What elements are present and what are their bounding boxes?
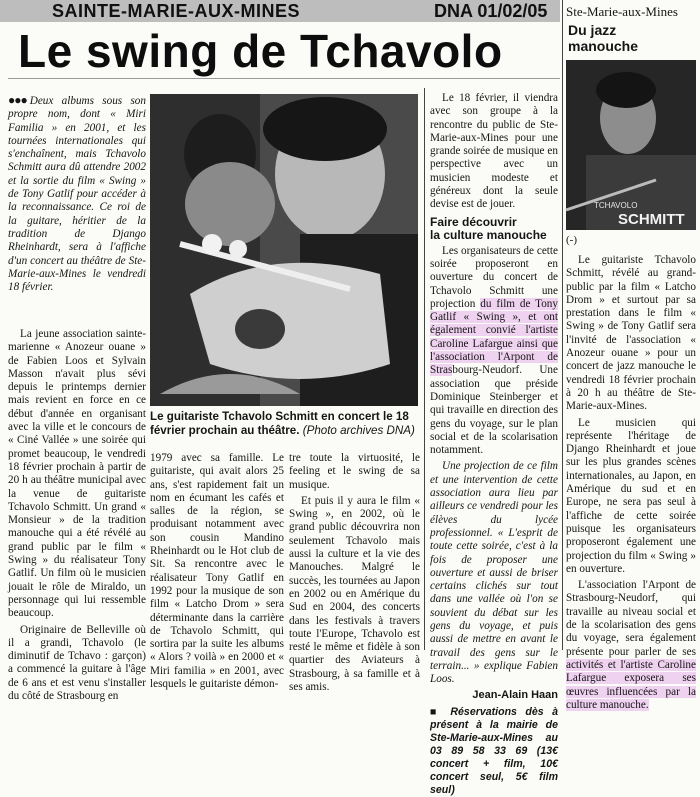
subhead-line-1: Faire découvrir <box>430 214 517 229</box>
column-divider-right <box>562 0 563 650</box>
reservation-text: Réservations dès à présent à la mairie de Ste-Marie-aux-Mines au 03 89 58 33 69 (13€ concert + film, 10€ concert seul, 5€ film seul) <box>430 705 558 796</box>
headline-rule <box>8 78 560 79</box>
pointer-icon: ■ <box>430 705 451 718</box>
column-3 <box>289 452 420 694</box>
highlighted-text-1: du film de Tony Gatlif « Swing », et ont également convié l'artiste Caroline Lafargue ainsi que l'association l'Arpont de Stras <box>430 297 558 377</box>
lede-text: Deux albums sous son propre nom, dont « Miri Familia » en 2001, et les tournées internationales qui s'enchaînent, mais Tchavolo Schmitt aura dû attendre 2002 et la sortie du film « Swing » de Tony Gatlif pour accéder à la reconnaissance. Ce roi de la guitare, héritier de la tradition de Django Rheinhardt, sera à l'affiche d'un concert au théâtre de Ste-Marie-aux-Mines le vendredi 18 février. <box>8 95 146 294</box>
reservation-info <box>430 706 558 797</box>
sidebar-text <box>566 254 696 711</box>
guitarist-photo-image <box>150 94 418 406</box>
side-location: Ste-Marie-aux-Mines <box>566 4 678 19</box>
sidebar-paragraph-1: Le guitariste Tchavolo Schmitt, révélé au grand-public par la film « Latcho Drom » et surtout par sa prestation dans le film « Swing » de Tony Gatlif sera l'invité de l'association « Anozeur ouane » pour un concert de jazz manouche le vendredi 18 février prochain à 20 h au théâtre de Ste-Marie-aux-Mines. <box>566 254 696 413</box>
sidebar-paragraph-3a: L'association l'Arpont de Strasbourg-Neudorf, qui travaille au niveau social et de la scolarisation des gens du voyage, sera également présente pour parler de ses <box>566 579 696 658</box>
subhead-line-2: la culture manouche <box>430 227 547 242</box>
sidebar-title-line-1: Du jazz <box>568 22 617 38</box>
sidebar-title-line-2: manouche <box>568 38 639 54</box>
col3-paragraph-1: tre toute la virtuosité, le feeling et le swing de sa musique. <box>289 452 420 491</box>
col1-paragraph-2: Originaire de Belleville où il a grandi, Tchavolo (le diminutif de Tchavo : garçon) a commencé la guitare à l'âge de 6 ans et est venu s'installer du côté de Strasbourg en <box>8 623 146 703</box>
photo-caption-text: Le guitariste Tchavolo Schmitt en concert le 18 février prochain au théâtre. <box>150 410 409 437</box>
col4-paragraph-1: Le 18 février, il viendra avec son groupe à la rencontre du public de Ste-Marie-aux-Mines pour une grande soirée de musique en perspective avec un musicien modeste et généreux dont la seule devise est de jouer. <box>430 92 558 211</box>
subhead <box>430 216 558 242</box>
col3-paragraph-2: Et puis il y aura le film « Swing », en 2002, où le grand public découvrira non seulement Tchavolo mais aussi la culture et la vie des Manouches. Malgré le succès, les tournées au Japon en 2002 ou en Amérique du Sud en 2004, des concerts dans les festivals à travers toute l'Europe, Tchavolo est resté le même et fidèle à son quartier des Aviateurs à Strasbourg, à sa famille et à ses amis. <box>289 494 420 694</box>
header-paper-date: DNA 01/02/05 <box>434 1 548 21</box>
col1-paragraph-1: La jeune association sainte-marienne « Anozeur ouane » de Fabien Loos et Sylvain Masson n'avait plus sévi depuis le printemps dernier mais revient en force en ce début d'année en organisant avec la ville et le concours de « Ciné Vallée » une soirée qui promet beaucoup, le vendredi 18 février prochain à partir de 20 h au théâtre municipal avec la venue de guitariste Tchavolo Schmitt. Un grand « Monsieur » de la tradition manouche qui a été révélé au grand public par le film « Swing » du réalisateur Tony Gatlif. Un film où le musicien jouait le rôle de Miraldo, un personnage qui lui ressemble beaucoup. <box>8 328 146 620</box>
lede <box>8 94 146 316</box>
column-1 <box>8 328 146 703</box>
bullet-icon: ●●● <box>8 93 27 107</box>
col4-paragraph-3: Une projection de ce film et une intervention de cette association aura lieu par ailleurs ce vendredi pour les élèves du lycée professionnel. « L'esprit de toute cette soirée, c'est à la fois de proposer une ouverture et aussi de briser certains clichés sur tout dans une vallée où l'on se souvient du débat sur les gens du voyage, et puis aussi de mettre en avant le travail des gens sur le terrain... » explique Fabien Loos. <box>430 460 558 686</box>
main-photo <box>150 94 418 406</box>
sidebar-paragraph-2: Le musicien qui représente l'héritage de Django Rheinhardt et joue sur les plus grandes scènes internationales, au Japon, en Amérique du sud et en Europe, ne sera pas seul à l'affiche de cette soirée puisque les organisateurs proposeront également une projection du film « Swing » en ouverture. <box>566 416 696 575</box>
photo-caption <box>150 410 420 438</box>
col4-paragraph-2b: bourg-Neudorf. Une association que préside Dominique Steinberger et qui travaille en direction des gens du voyage, sur le plan social et de la scolarisation notamment. <box>430 364 558 457</box>
col4-paragraph-2a: Les organisateurs de cette soirée proposeront en ouverture du concert de Tchavolo Schmitt une projection <box>430 244 558 310</box>
album-text-tchavolo: TCHAVOLO <box>594 201 638 210</box>
column-divider-mid <box>424 88 425 650</box>
highlighted-text-2: activités et l'artiste Caroline Lafargue exposera ses œuvres influencées par la culture manouche. <box>566 658 696 711</box>
author-signature: Jean-Alain Haan <box>472 689 558 702</box>
headline: Le swing de Tchavolo <box>18 25 503 77</box>
sidebar-title <box>568 22 638 54</box>
column-2 <box>150 452 284 691</box>
album-text-schmitt: SCHMITT <box>618 211 685 228</box>
album-caption: (-) <box>566 234 577 246</box>
photo-credit: (Photo archives DNA) <box>302 424 415 437</box>
album-cover-photo <box>566 60 696 230</box>
column-4 <box>430 92 558 796</box>
col2-paragraph: 1979 avec sa famille. Le guitariste, qui avait alors 25 ans, s'est rapidement fait un nom en écumant les cafés et salles de la région, se produisant notamment avec son cousin Mandino Rheinhardt ou le Hot club de Sit. Sa rencontre avec le réalisateur Tony Gatlif en 1992 pour la musique de son film « Latcho Drom » sera déterminante dans la carrière de Tchavolo Schmitt, qui sortira par la suite les albums « Alors ? voilà » en 2000 et « Miri familia » en 2001, avec lesquels le guitariste démon- <box>150 452 284 691</box>
album-cover-image <box>566 60 696 230</box>
header-location: SAINTE-MARIE-AUX-MINES <box>52 1 300 21</box>
